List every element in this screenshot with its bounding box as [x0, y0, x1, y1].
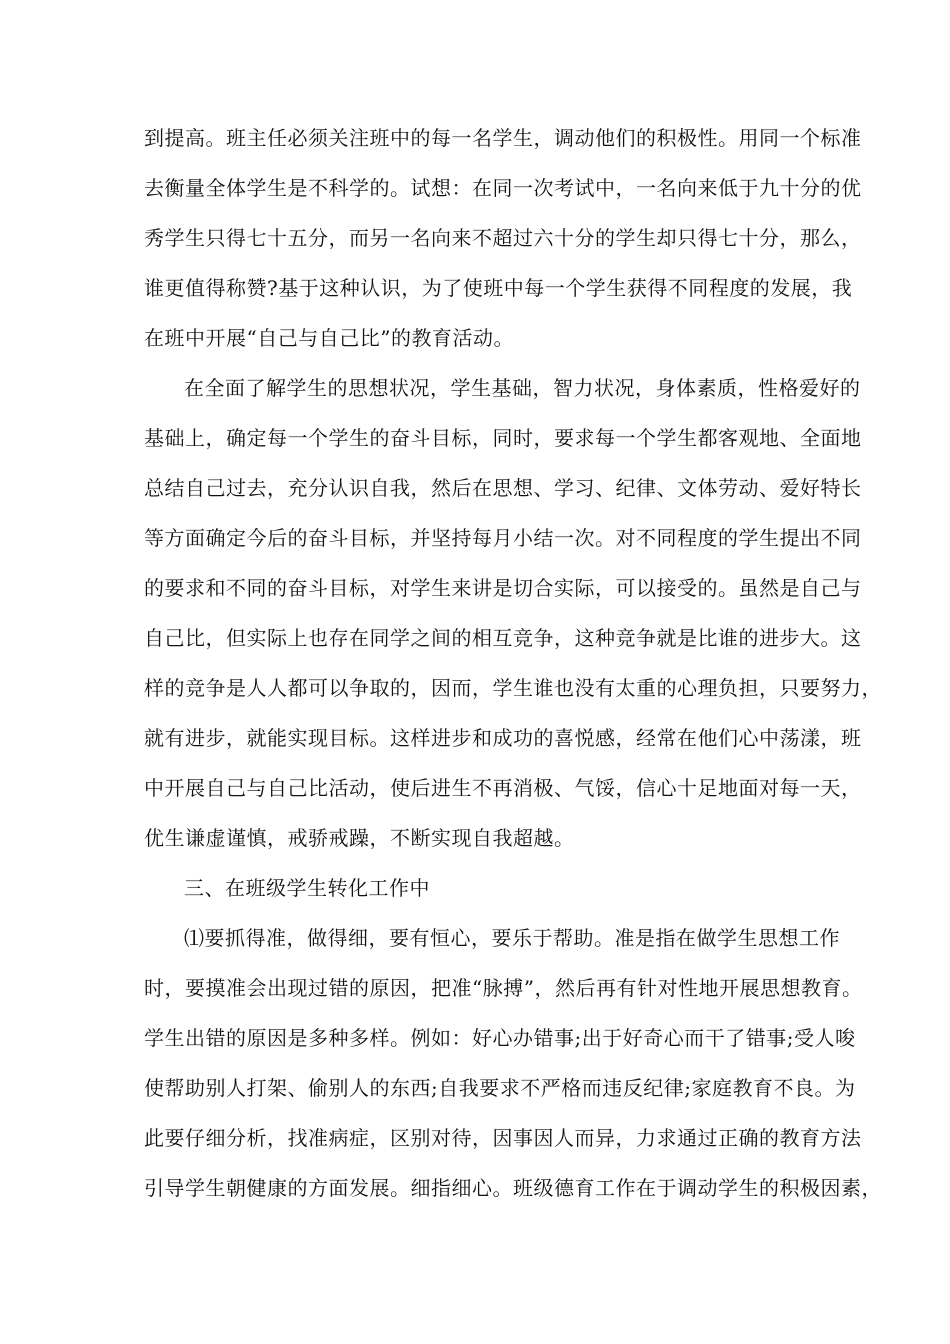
text-line: 学生出错的原因是多种多样。例如：好心办错事;出于好奇心而干了错事;受人唆	[144, 1026, 856, 1050]
text-line: 在全面了解学生的思想状况，学生基础，智力状况，身体素质，性格爱好的	[184, 376, 861, 400]
text-line: 秀学生只得七十五分，而另一名向来不超过六十分的学生却只得七十分，那么，	[144, 226, 862, 250]
text-line: 中开展自己与自己比活动，使后进生不再消极、气馁，信心十足地面对每一天，	[144, 776, 862, 800]
text-line: 样的竞争是人人都可以争取的，因而，学生谁也没有太重的心理负担，只要努力，	[144, 676, 882, 700]
text-line: 优生谦虚谨慎，戒骄戒躁，不断实现自我超越。	[144, 826, 575, 850]
text-line: 引导学生朝健康的方面发展。细指细心。班级德育工作在于调动学生的积极因素，	[144, 1176, 882, 1200]
text-line: 基础上，确定每一个学生的奋斗目标，同时，要求每一个学生都客观地、全面地	[144, 426, 862, 450]
text-line: ⑴要抓得准，做得细，要有恒心，要乐于帮助。准是指在做学生思想工作	[184, 926, 840, 950]
text-line: 到提高。班主任必须关注班中的每一名学生，调动他们的积极性。用同一个标准	[144, 126, 862, 150]
text-line: 自己比，但实际上也存在同学之间的相互竞争，这种竞争就是比谁的进步大。这	[144, 626, 862, 650]
text-line: 去衡量全体学生是不科学的。试想：在同一次考试中，一名向来低于九十分的优	[144, 176, 862, 200]
text-line: 此要仔细分析，找准病症，区别对待，因事因人而异，力求通过正确的教育方法	[144, 1126, 862, 1150]
section-heading: 三、在班级学生转化工作中	[184, 876, 430, 900]
text-line: 的要求和不同的奋斗目标，对学生来讲是切合实际，可以接受的。虽然是自己与	[144, 576, 862, 600]
text-line: 就有进步，就能实现目标。这样进步和成功的喜悦感，经常在他们心中荡漾，班	[144, 726, 862, 750]
text-line: 谁更值得称赞?基于这种认识，为了使班中每一个学生获得不同程度的发展，我	[144, 276, 853, 300]
text-line: 使帮助别人打架、偷别人的东西;自我要求不严格而违反纪律;家庭教育不良。为	[144, 1076, 856, 1100]
text-line: 总结自己过去，充分认识自我，然后在思想、学习、纪律、文体劳动、爱好特长	[144, 476, 862, 500]
text-line: 时，要摸准会出现过错的原因，把准“脉搏”，然后再有针对性地开展思想教育。	[144, 976, 863, 1000]
text-line: 等方面确定今后的奋斗目标，并坚持每月小结一次。对不同程度的学生提出不同	[144, 526, 862, 550]
text-line: 在班中开展“自己与自己比”的教育活动。	[144, 326, 514, 350]
